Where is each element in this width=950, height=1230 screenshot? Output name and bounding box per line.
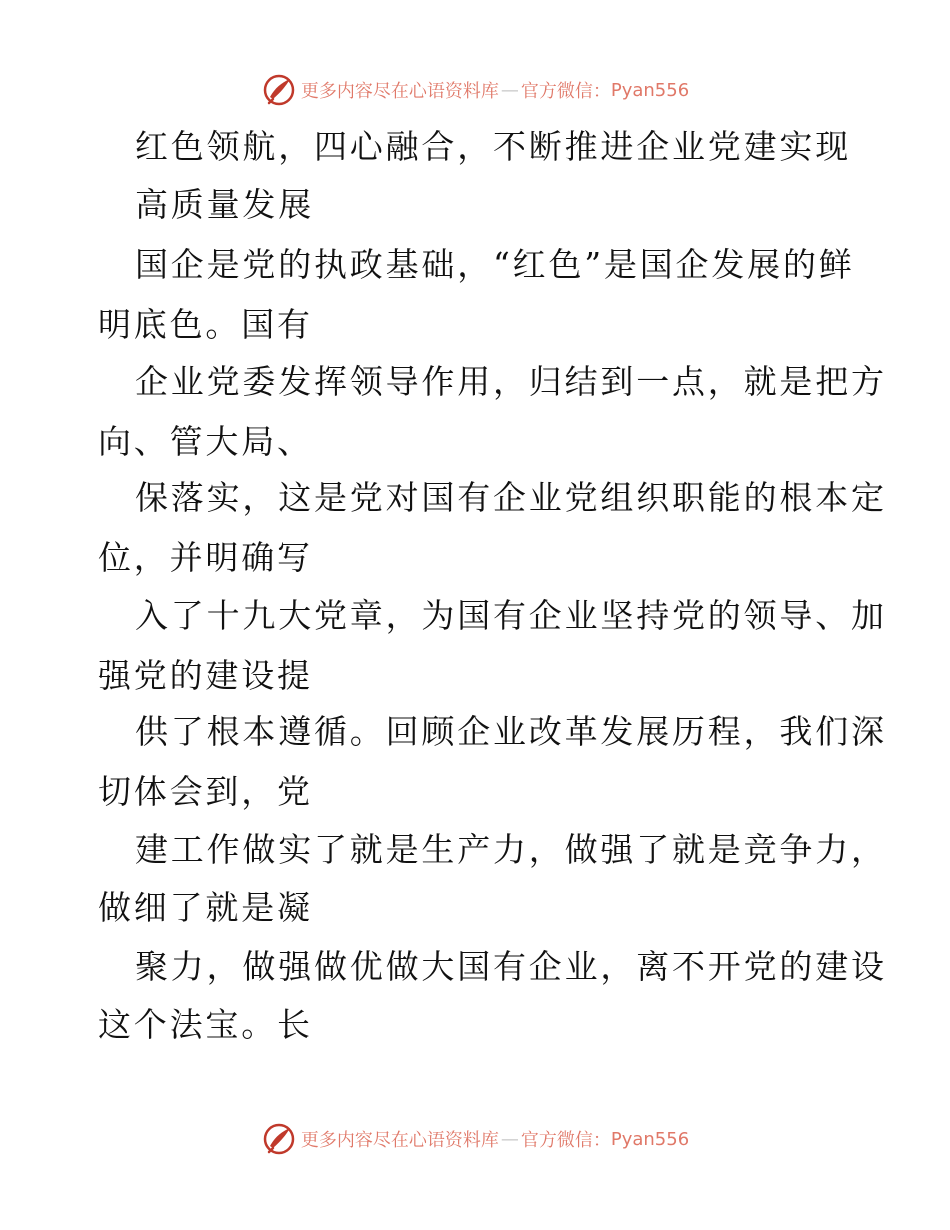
text-line: 强党的建设提 — [98, 656, 313, 695]
text-line: 企业党委发挥领导作用，归结到一点，就是把方 — [135, 362, 887, 401]
watermark-wechat-label: 官方微信： — [520, 81, 611, 102]
text-line: 切体会到，党 — [98, 772, 313, 811]
text-line: 入了十九大党章，为国有企业坚持党的领导、加 — [135, 596, 887, 635]
text-line: 供了根本遵循。回顾企业改革发展历程，我们深 — [135, 712, 887, 751]
footer-watermark — [0, 1121, 950, 1157]
watermark-wechat-label: 官方微信： — [520, 1130, 611, 1151]
quill-logo-icon — [261, 72, 297, 108]
text-line: 建工作做实了就是生产力，做强了就是竞争力， — [135, 830, 887, 869]
text-line: 位，并明确写 — [98, 538, 313, 577]
text-line: 向、管大局、 — [98, 422, 313, 461]
text-line: 国企是党的执政基础，“红色”是国企发展的鲜 — [135, 245, 855, 284]
watermark-wechat-id: Pyan556 — [610, 1128, 690, 1150]
header-watermark — [0, 72, 950, 108]
text-line: 红色领航，四心融合，不断推进企业党建实现 — [135, 127, 851, 166]
watermark-site-text: 更多内容尽在心语资料库 — [300, 1130, 499, 1151]
quill-logo-icon — [261, 1121, 297, 1157]
watermark-dash: — — [500, 1128, 519, 1150]
watermark-wechat-id: Pyan556 — [610, 79, 690, 101]
text-line: 明底色。国有 — [98, 305, 313, 344]
text-line: 做细了就是凝 — [98, 888, 313, 927]
text-line: 聚力，做强做优做大国有企业，离不开党的建设 — [135, 947, 887, 986]
text-line: 高质量发展 — [135, 185, 314, 224]
watermark-dash: — — [500, 79, 519, 101]
text-line: 保落实，这是党对国有企业党组织职能的根本定 — [135, 478, 887, 517]
text-line: 这个法宝。长 — [98, 1005, 313, 1044]
watermark-site-text: 更多内容尽在心语资料库 — [300, 81, 499, 102]
